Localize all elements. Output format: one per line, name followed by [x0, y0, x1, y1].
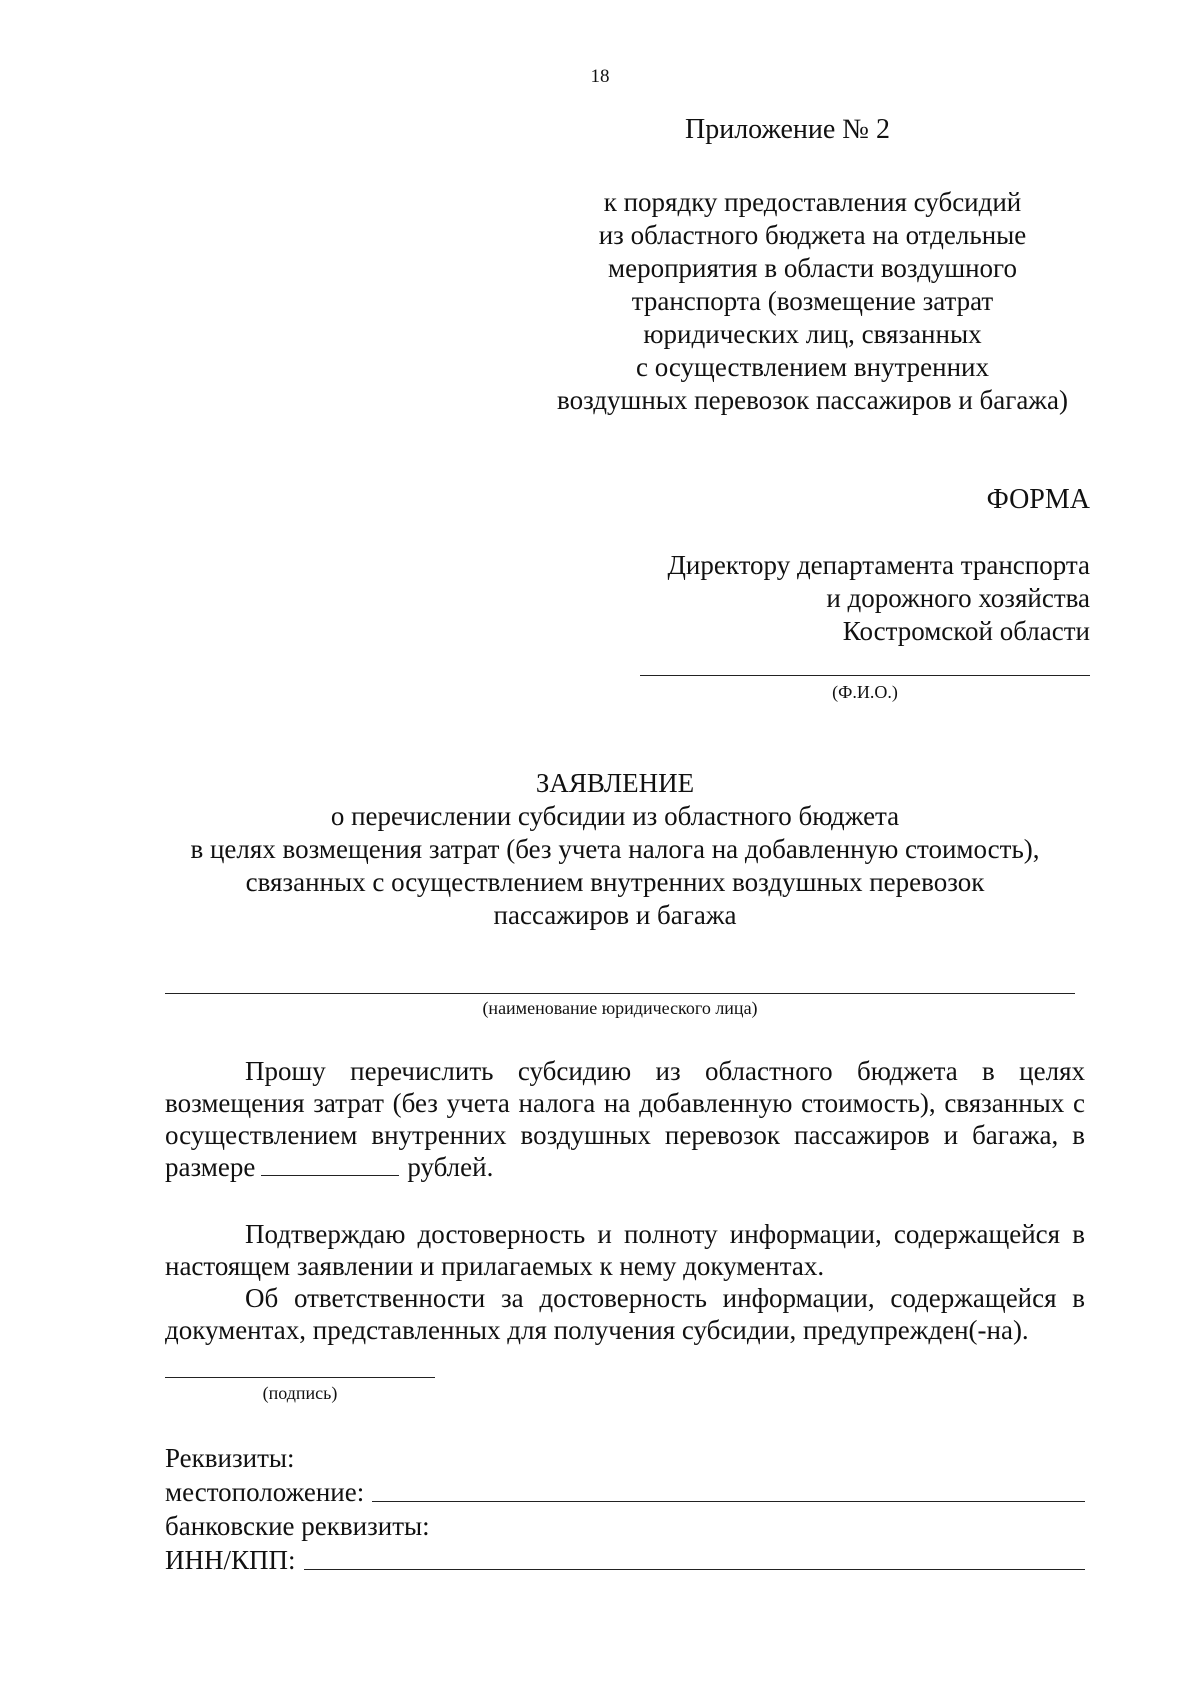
inn-kpp-blank-line[interactable]	[304, 1568, 1085, 1570]
statement-heading	[150, 767, 1080, 932]
request-text: Прошу перечислить субсидию из областного бюджета в целях возмещения затрат (без учета налога на добавленную стоимость), связанных с осуществлением внутренних воздушных перевозок пассажиров и багажа, в размере	[165, 1056, 1085, 1182]
amount-blank-field[interactable]	[261, 1174, 399, 1176]
statement-subtitle-line: о перечислении субсидии из областного бюджета	[330, 801, 900, 831]
appendix-line: мероприятия в области воздушного	[608, 253, 1017, 283]
organization-name-caption: (наименование юридического лица)	[482, 998, 758, 1018]
form-label: ФОРМА	[986, 484, 1090, 515]
appendix-line: с осуществлением внутренних	[636, 352, 989, 382]
appendix-line: к порядку предоставления субсидий	[603, 187, 1022, 217]
bank-details-row	[165, 1510, 1085, 1542]
appendix-description	[535, 186, 1090, 417]
appendix-line: воздушных перевозок пассажиров и багажа)	[557, 385, 1068, 415]
appendix-line: юридических лиц, связанных	[643, 319, 982, 349]
appendix-line: транспорта (возмещение затрат	[631, 286, 994, 316]
addressee-block	[668, 549, 1091, 648]
inn-kpp-label: ИНН/КПП:	[165, 1545, 296, 1575]
statement-subtitle-line: связанных с осуществлением внутренних воздушных перевозок	[245, 867, 985, 897]
confirmation-paragraph: Подтверждаю достоверность и полноту информации, содержащейся в настоящем заявлении и прилагаемых к нему документах.	[165, 1219, 1085, 1281]
bank-details-label: банковские реквизиты:	[165, 1511, 430, 1541]
page-number: 18	[590, 66, 610, 87]
liability-paragraph: Об ответственности за достоверность информации, содержащейся в документах, представленных для получения субсидии, предупрежден(-на).	[165, 1283, 1085, 1345]
requisites-heading-row	[165, 1442, 1085, 1474]
addressee-line: Костромской области	[842, 616, 1090, 646]
addressee-line: Директору департамента транспорта	[667, 550, 1090, 580]
appendix-title: Приложение № 2	[685, 114, 890, 145]
requisites-heading: Реквизиты:	[165, 1443, 295, 1473]
request-suffix: рублей.	[407, 1152, 494, 1182]
signature-blank-line[interactable]	[165, 1377, 435, 1378]
fio-blank-line[interactable]	[640, 675, 1090, 676]
inn-kpp-row	[165, 1544, 1085, 1576]
fio-caption: (Ф.И.О.)	[832, 682, 898, 702]
statement-subtitle-line: в целях возмещения затрат (без учета налога на добавленную стоимость),	[190, 834, 1040, 864]
location-row	[165, 1476, 1085, 1508]
appendix-line: из областного бюджета на отдельные	[598, 220, 1027, 250]
addressee-line: и дорожного хозяйства	[826, 583, 1090, 613]
signature-caption: (подпись)	[262, 1383, 338, 1403]
request-paragraph	[165, 1055, 1085, 1183]
location-label: местоположение:	[165, 1477, 365, 1507]
organization-name-blank-line[interactable]	[165, 993, 1075, 994]
statement-subtitle-line: пассажиров и багажа	[493, 900, 737, 930]
location-blank-line[interactable]	[372, 1500, 1085, 1502]
statement-title: ЗАЯВЛЕНИЕ	[535, 768, 695, 798]
